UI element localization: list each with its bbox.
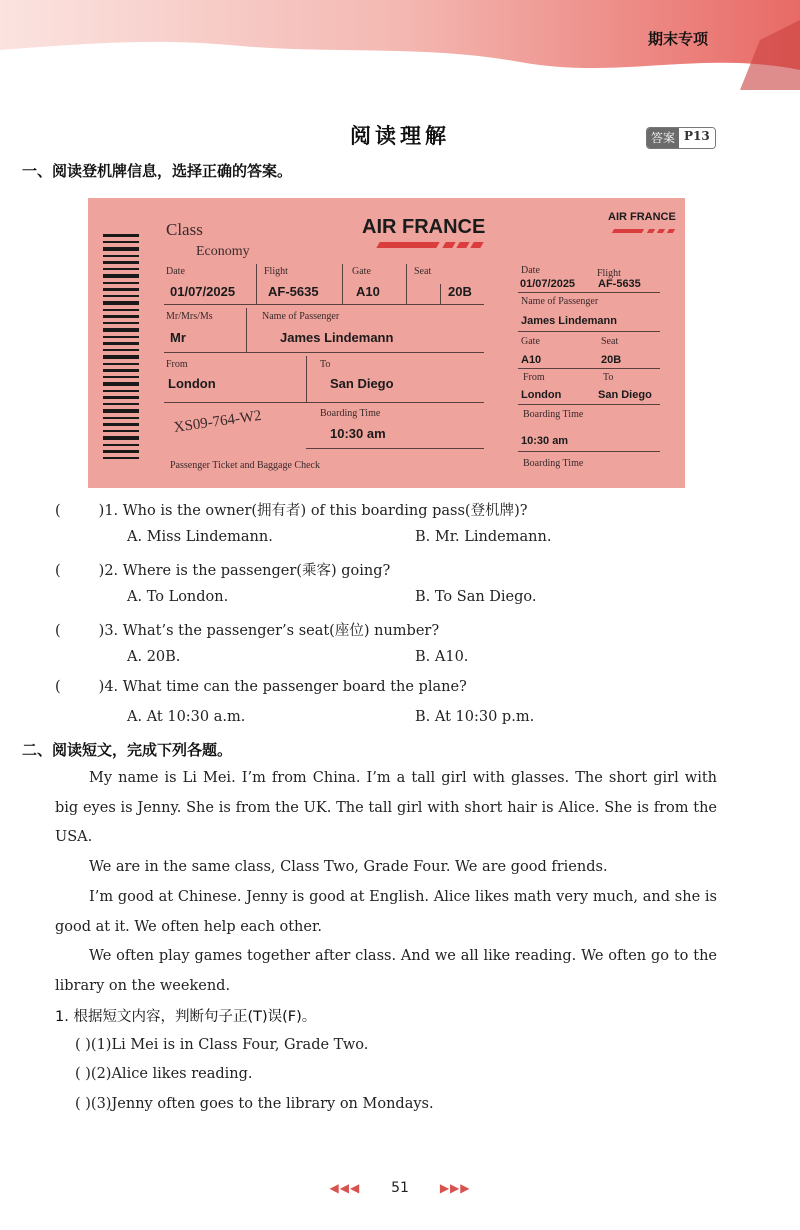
title-value: Mr	[170, 330, 186, 345]
from-value: London	[168, 376, 216, 391]
question-2-text: Where is the passenger(乘客) going?	[122, 563, 391, 579]
flight-value: AF-5635	[268, 284, 319, 299]
from-label: From	[166, 359, 188, 370]
class-label: Class	[166, 220, 203, 239]
page-number: 51	[391, 1180, 409, 1196]
passage-paragraph-1: My name is Li Mei. I’m from China. I’m a tall girl with glasses. The short girl with big eyes is Jenny. She is from the UK. The tall girl with short hair is Alice. She is from the USA.	[55, 770, 717, 845]
page-footer	[0, 1180, 800, 1196]
gate-value: A10	[356, 284, 380, 299]
stub-airline-name: AIR FRANCE	[608, 211, 676, 223]
option-3a[interactable]: A. 20B.	[127, 649, 181, 665]
stub-seat-value: 20B	[601, 354, 622, 366]
tf-item-1[interactable]: ( )(1)Li Mei is in Class Four, Grade Two.	[75, 1037, 369, 1053]
option-4a[interactable]: A. At 10:30 a.m.	[127, 709, 246, 725]
stub-flight-label: Flight	[597, 268, 621, 279]
question-4-text: What time can the passenger board the plane?	[122, 679, 467, 695]
answer-label: 答案	[647, 128, 679, 148]
stub-passenger-name-label: Name of Passenger	[521, 296, 599, 307]
stub-seat-label: Seat	[601, 336, 619, 347]
to-value: San Diego	[330, 376, 394, 391]
stub-passenger-name-value: James Lindemann	[521, 315, 617, 327]
page-title: 阅读理解	[350, 124, 450, 148]
stub-to-label: To	[603, 372, 614, 383]
airline-name: AIR FRANCE	[362, 216, 486, 238]
question-2: ( )2. Where is the passenger(乘客) going?	[55, 563, 391, 579]
option-1b[interactable]: B. Mr. Lindemann.	[415, 529, 552, 545]
question-1-text: Who is the owner(拥有者) of this boarding pass(登机牌)?	[122, 503, 528, 519]
tf-item-2[interactable]: ( )(2)Alice likes reading.	[75, 1066, 253, 1082]
class-value: Economy	[196, 244, 250, 259]
option-1a[interactable]: A. Miss Lindemann.	[127, 529, 273, 545]
flight-label: Flight	[264, 266, 288, 277]
stub-from-label: From	[523, 372, 545, 383]
stub-gate-value: A10	[521, 354, 542, 366]
left-arrows-icon: ◀◀◀	[329, 1181, 361, 1195]
ticket-code: XS09-764-W2	[172, 407, 263, 436]
stub-boarding-time-value: 10:30 am	[521, 435, 569, 447]
passenger-name-value: James Lindemann	[280, 330, 394, 345]
stub-from-value: London	[521, 389, 562, 401]
date-value: 01/07/2025	[170, 284, 236, 299]
option-2a[interactable]: A. To London.	[127, 589, 229, 605]
stub-gate-label: Gate	[521, 336, 540, 347]
title-label: Mr/Mrs/Ms	[166, 311, 213, 322]
option-4b[interactable]: B. At 10:30 p.m.	[415, 709, 535, 725]
seat-label: Seat	[414, 266, 432, 277]
question-4: ( )4. What time can the passenger board the plane?	[55, 679, 467, 695]
answer-tag[interactable]	[646, 127, 716, 149]
passage-paragraph-3: I’m good at Chinese. Jenny is good at English. Alice likes math very much, and she is good at it. We often help each other.	[55, 889, 717, 935]
stub-date-label: Date	[521, 265, 540, 276]
ticket-footer-note: Passenger Ticket and Baggage Check	[170, 460, 320, 471]
option-2b[interactable]: B. To San Diego.	[415, 589, 537, 605]
boarding-time-value: 10:30 am	[330, 426, 386, 441]
right-arrows-icon: ▶▶▶	[439, 1181, 471, 1195]
header-section-label: 期末专项	[648, 30, 709, 48]
tf-item-3[interactable]: ( )(3)Jenny often goes to the library on Mondays.	[75, 1096, 434, 1112]
stub-to-value: San Diego	[598, 389, 652, 401]
boarding-pass	[88, 198, 685, 488]
boarding-time-label: Boarding Time	[320, 408, 381, 419]
question-1: ( )1. Who is the owner(拥有者) of this boarding pass(登机牌)?	[55, 503, 528, 519]
question-3: ( )3. What’s the passenger’s seat(座位) number?	[55, 623, 440, 639]
passenger-name-label: Name of Passenger	[262, 311, 340, 322]
stub-date-value: 01/07/2025	[520, 278, 576, 290]
stub-flight-value: AF-5635	[598, 278, 641, 290]
stub-boarding-time-label: Boarding Time	[523, 409, 584, 420]
stub-boarding-time-label-2: Boarding Time	[523, 458, 584, 469]
passage-paragraph-4: We often play games together after class. And we all like reading. We often go to the library on the weekend.	[55, 948, 717, 994]
option-3b[interactable]: B. A10.	[415, 649, 469, 665]
gate-label: Gate	[352, 266, 371, 277]
date-label: Date	[166, 266, 185, 277]
question-3-text: What’s the passenger’s seat(座位) number?	[122, 623, 440, 639]
to-label: To	[320, 359, 331, 370]
answer-page: P13	[679, 128, 715, 148]
seat-value: 20B	[448, 284, 472, 299]
section2-heading: 二、阅读短文，完成下列各题。	[22, 741, 233, 759]
section1-heading: 一、阅读登机牌信息，选择正确的答案。	[22, 162, 293, 180]
passage-paragraph-2: We are in the same class, Class Two, Grade Four. We are good friends.	[89, 859, 608, 875]
task1-heading: 1. 根据短文内容，判断句子正(T)误(F)。	[55, 1009, 317, 1025]
